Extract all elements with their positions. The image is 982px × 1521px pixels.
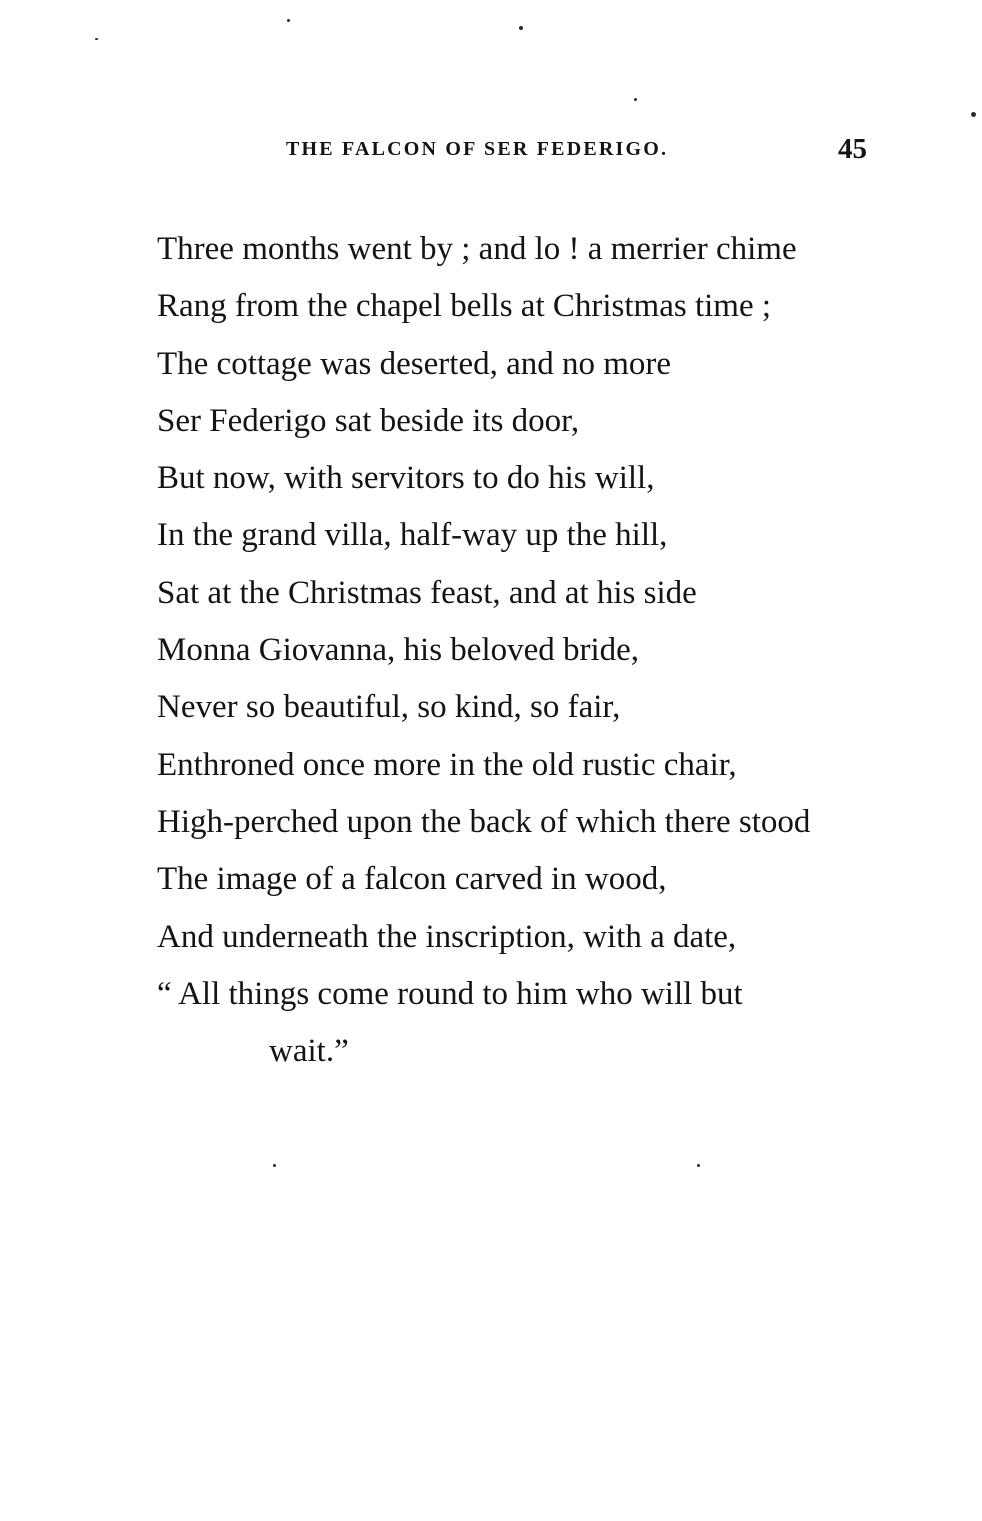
print-speck bbox=[519, 26, 523, 30]
print-speck bbox=[634, 98, 637, 101]
poem-line: Rang from the chapel bells at Christmas time ; bbox=[157, 288, 772, 325]
page-number: 45 bbox=[838, 133, 867, 165]
poem-line: “ All things come round to him who will but bbox=[157, 975, 743, 1012]
poem-line: In the grand villa, half-way up the hill, bbox=[157, 517, 668, 554]
print-speck bbox=[971, 112, 976, 117]
poem-line-continuation: wait.” bbox=[269, 1033, 349, 1070]
print-speck bbox=[697, 1164, 700, 1167]
poem-line: Monna Giovanna, his beloved bride, bbox=[157, 632, 640, 669]
poem-line: High-perched upon the back of which there stood bbox=[157, 803, 811, 840]
poem-line: But now, with servitors to do his will, bbox=[157, 460, 655, 497]
running-head: THE FALCON OF SER FEDERIGO. bbox=[286, 138, 669, 160]
poem-line: The image of a falcon carved in wood, bbox=[157, 861, 667, 898]
poem-line: The cottage was deserted, and no more bbox=[157, 345, 672, 382]
print-speck bbox=[95, 38, 98, 40]
poem-text bbox=[157, 221, 887, 1080]
poem-line: And underneath the inscription, with a date, bbox=[157, 918, 737, 955]
poem-line: Three months went by ; and lo ! a merrier chime bbox=[157, 231, 797, 267]
poem-line: Ser Federigo sat beside its door, bbox=[157, 402, 580, 439]
print-speck bbox=[273, 1164, 276, 1167]
poem-line: Never so beautiful, so kind, so fair, bbox=[157, 689, 621, 726]
poem-line: Sat at the Christmas feast, and at his side bbox=[157, 574, 697, 611]
poem-line: Enthroned once more in the old rustic chair, bbox=[157, 746, 737, 783]
print-speck bbox=[287, 19, 290, 22]
